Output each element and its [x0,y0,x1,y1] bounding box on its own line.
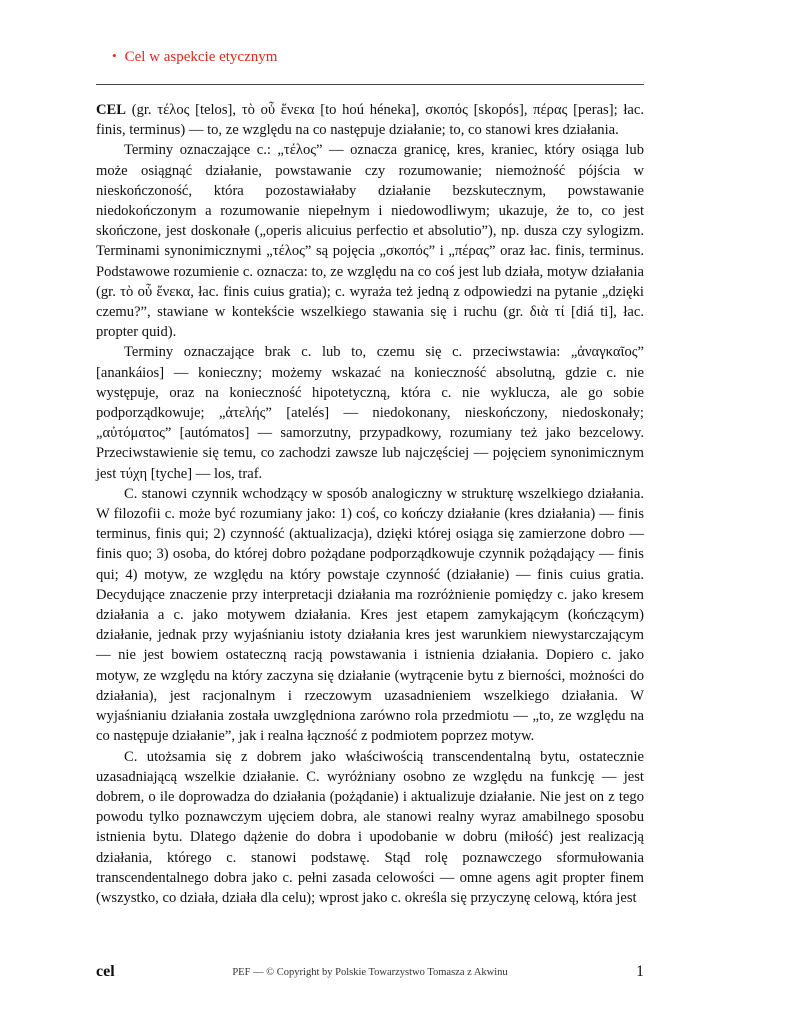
article-body [96,100,644,908]
paragraph-structure: C. stanowi czynnik wchodzący w sposób analogiczny w strukturę wszelkiego działania. W filozofii c. może być rozumiany jako: 1) coś, co kończy działanie (kres działania) — finis terminus, finis qui; 2) czynność (aktualizacja), dzięki której osiąga się zamierzone dobro — finis quo; 3) osoba, do której dobro pożądane podporządkowuje czynnik pożądający — finis qui; 4) motyw, ze względu na który powstaje czynność (działanie) — finis cuius gratia. Decydujące znaczenie przy interpretacji działania ma rozróżnienie pomiędzy c. jako kresem działania a c. jako motywem działania. Kres jest etapem zamykającym (kończącym) działanie, jednak przy wyjaśnianiu istoty działania kres jest warunkiem niewystarczającym — nie jest bowiem ostateczną racją powstawania i istnienia działania. Dopiero c. jako motyw, ze względu na który zaczyna się działanie (wytrącenie bytu z bierności, możności do działania), jest racjonalnym i rzeczowym uzasadnieniem wszelkiego działania. W wyjaśnianiu działania została uwzględniona zarówno rola przedmiotu — „to, ze względu na co następuje działanie”, jak i realna łączność z podmiotem poprzez motyw. [96,485,644,745]
bullet-icon: • [112,48,117,63]
related-link-label[interactable]: Cel w aspekcie etycznym [124,49,278,65]
header-divider [96,84,644,85]
footer-copyright: PEF — © Copyright by Polskie Towarzystwo Tomasza z Akwinu [232,967,508,978]
article-intro [96,100,644,140]
definition-text: (gr. τέλος [telos], τὸ οὗ ἕνεκα [to hoú héneka], σκοπός [skopós], πέρας [peras]; łac. finis, terminus) — to, ze względu na co następuje działanie; to, co stanowi kres działania. [96,102,644,139]
footer-entry-word: cel [96,963,115,980]
paragraph-good: C. utożsamia się z dobrem jako właściwością transcendentalną bytu, ostatecznie uzasadniającą wszelkie działanie. C. wyróżniany osobno ze względu na funkcję — jest dobrem, o ile doprowadza do działania (pożądanie) i aktualizuje działanie. Nie jest on z tego powodu tylko poznawczym ujęciem dobra, ale stanowi realny wyraz amabilnego sposobu istnienia bytu. Dlatego dążenie do dobra i upodobanie w dobru (miłość) jest realizacją działania, którego c. stanowi podstawę. Stąd rolę poznawczego sformułowania transcendentalnego dobra jako c. pełni zasada celowości — omne agens agit propter finem (wszystko, co działa, działa dla celu); wprost jako c. określa się przyczynę celową, która jest [96,748,644,906]
paragraph-terms: Terminy oznaczające c.: „τέλος” — oznacza granicę, kres, kraniec, który osiąga lub może osiągnąć działanie, powstawanie czy rozumowanie; niemożność pójścia w nieskończoność, która pozostawiałaby działanie bezskutecznym, powstawanie niedokończonym a rozumowanie niepełnym i niedowodliwym; ukazuje, że to, co jest skończone, jest doskonałe („operis alicuius perfectio et absolutio”), np. dusza czy sylogizm. Terminami synonimicznymi „τέλος” są pojęcia „σκοπός” i „πέρας” oraz łac. finis, terminus. Podstawowe rozumienie c. oznacza: to, ze względu na co coś jest lub działa, motyw działania (gr. τὸ οὗ ἕνεκα, łac. finis cuius gratia); c. wyraża też jedną z odpowiedzi na pytanie „dzięki czemu?”, stawiane w kontekście wszelkiego stawania się i ruchu (gr. διὰ τί [diá ti], łac. propter quid). [96,142,644,341]
paragraph-absence: Terminy oznaczające brak c. lub to, czemu się c. przeciwstawia: „ἀναγκαῖος” [anankáios] — konieczny; możemy wskazać na konieczność absolutną, gdzie c. nie występuje, oraz na konieczność hipotetyczną, która c. nie wyklucza, ale go sobie podporządkowuje; „ἀτελής” [atelés] — niedokonany, nieskończony, niedoskonały; „αὐτόματος” [autómatos] — samorzutny, przypadkowy, rozumiany też jako bezcelowy. Przeciwstawienie się temu, co zachodzi zawsze lub najczęściej — pojęciem synonimicznym jest τύχη [tyche] — los, traf. [96,344,644,482]
related-link-ethical-aspect[interactable] [112,49,277,66]
page-number: 1 [636,963,644,980]
page-footer [96,963,644,985]
headword: CEL [96,102,127,118]
